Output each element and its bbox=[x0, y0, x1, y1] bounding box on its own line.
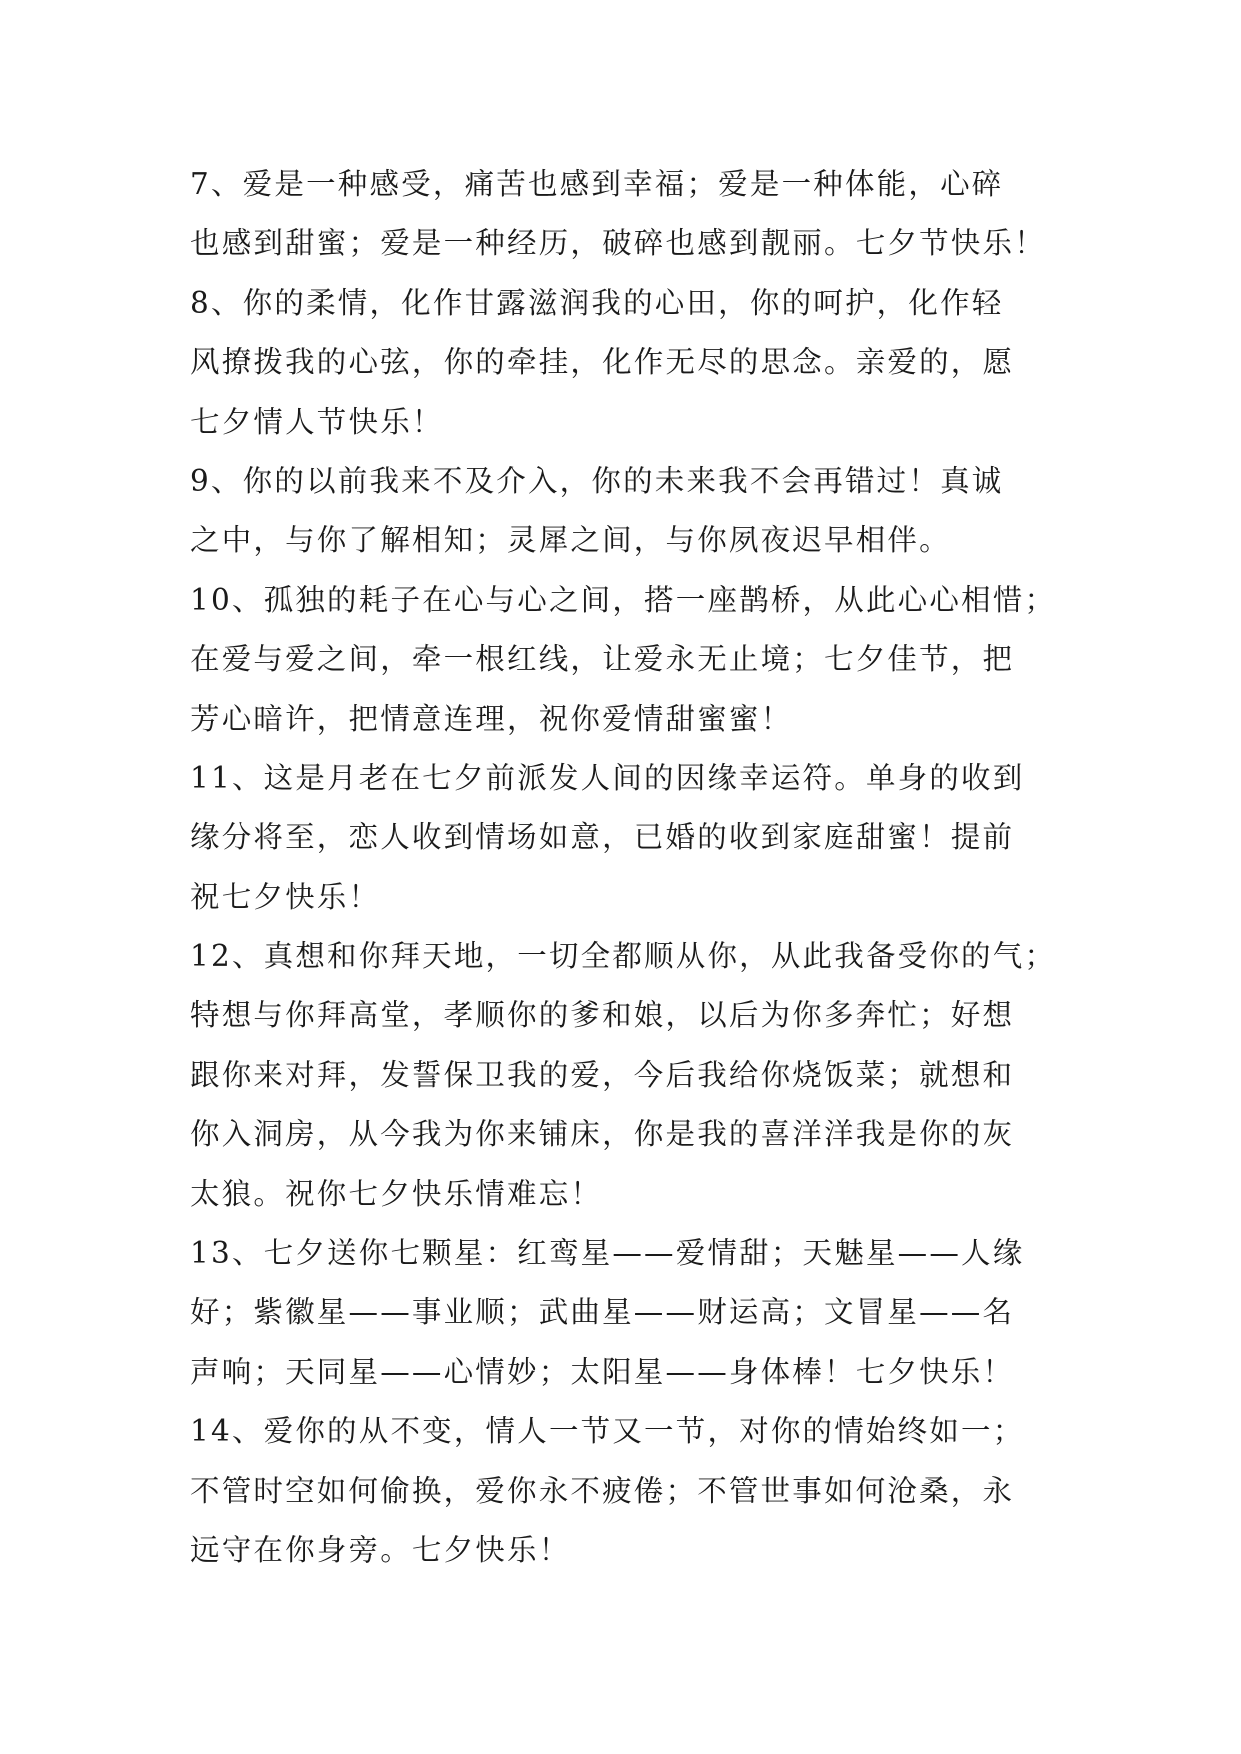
text-line: 11、这是月老在七夕前派发人间的因缘幸运符。单身的收到 bbox=[190, 760, 1025, 795]
text-line: 声响；天同星——心情妙；太阳星——身体棒！七夕快乐！ bbox=[190, 1354, 1015, 1389]
text-line: 芳心暗许，把情意连理，祝你爱情甜蜜蜜！ bbox=[190, 701, 793, 736]
text-line: 10、孤独的耗子在心与心之间，搭一座鹊桥，从此心心相惜； bbox=[190, 582, 1057, 617]
text-line: 跟你来对拜，发誓保卫我的爱，今后我给你烧饭菜；就想和 bbox=[190, 1057, 1015, 1092]
text-line: 风撩拨我的心弦，你的牵挂，化作无尽的思念。亲爱的，愿 bbox=[190, 345, 1015, 380]
text-line: 不管时空如何偷换，爱你永不疲倦；不管世事如何沧桑，永 bbox=[190, 1473, 1015, 1508]
document-body bbox=[190, 155, 1060, 1580]
text-line: 12、真想和你拜天地，一切全都顺从你，从此我备受你的气； bbox=[190, 939, 1057, 974]
text-line: 在爱与爱之间，牵一根红线，让爱永无止境；七夕佳节，把 bbox=[190, 642, 1015, 677]
text-line: 7、爱是一种感受，痛苦也感到幸福；爱是一种体能，心碎 bbox=[190, 167, 1004, 201]
text-line: 9、你的以前我来不及介入，你的未来我不会再错过！真诚 bbox=[190, 463, 1004, 498]
text-line: 太狼。祝你七夕快乐情难忘！ bbox=[190, 1176, 603, 1211]
text-line: 也感到甜蜜；爱是一种经历，破碎也感到靓丽。七夕节快乐！ bbox=[190, 226, 1046, 261]
text-line: 好；紫徽星——事业顺；武曲星——财运高；文冒星——名 bbox=[190, 1295, 1015, 1330]
text-line: 你入洞房，从今我为你来铺床，你是我的喜洋洋我是你的灰 bbox=[190, 1117, 1015, 1152]
text-line: 14、爱你的从不变，情人一节又一节，对你的情始终如一； bbox=[190, 1414, 1025, 1449]
text-line: 缘分将至，恋人收到情场如意，已婚的收到家庭甜蜜！提前 bbox=[190, 820, 1015, 855]
text-line: 8、你的柔情，化作甘露滋润我的心田，你的呵护，化作轻 bbox=[190, 285, 1004, 320]
text-line: 13、七夕送你七颗星：红鸾星——爱情甜；天魅星——人缘 bbox=[190, 1236, 1025, 1271]
text-line: 特想与你拜高堂，孝顺你的爹和娘，以后为你多奔忙；好想 bbox=[190, 998, 1015, 1033]
text-line: 祝七夕快乐！ bbox=[190, 879, 381, 914]
text-line: 七夕情人节快乐！ bbox=[190, 404, 444, 439]
text-line: 之中，与你了解相知；灵犀之间，与你夙夜迟早相伴。 bbox=[190, 523, 951, 558]
text-line: 远守在你身旁。七夕快乐！ bbox=[190, 1532, 571, 1567]
